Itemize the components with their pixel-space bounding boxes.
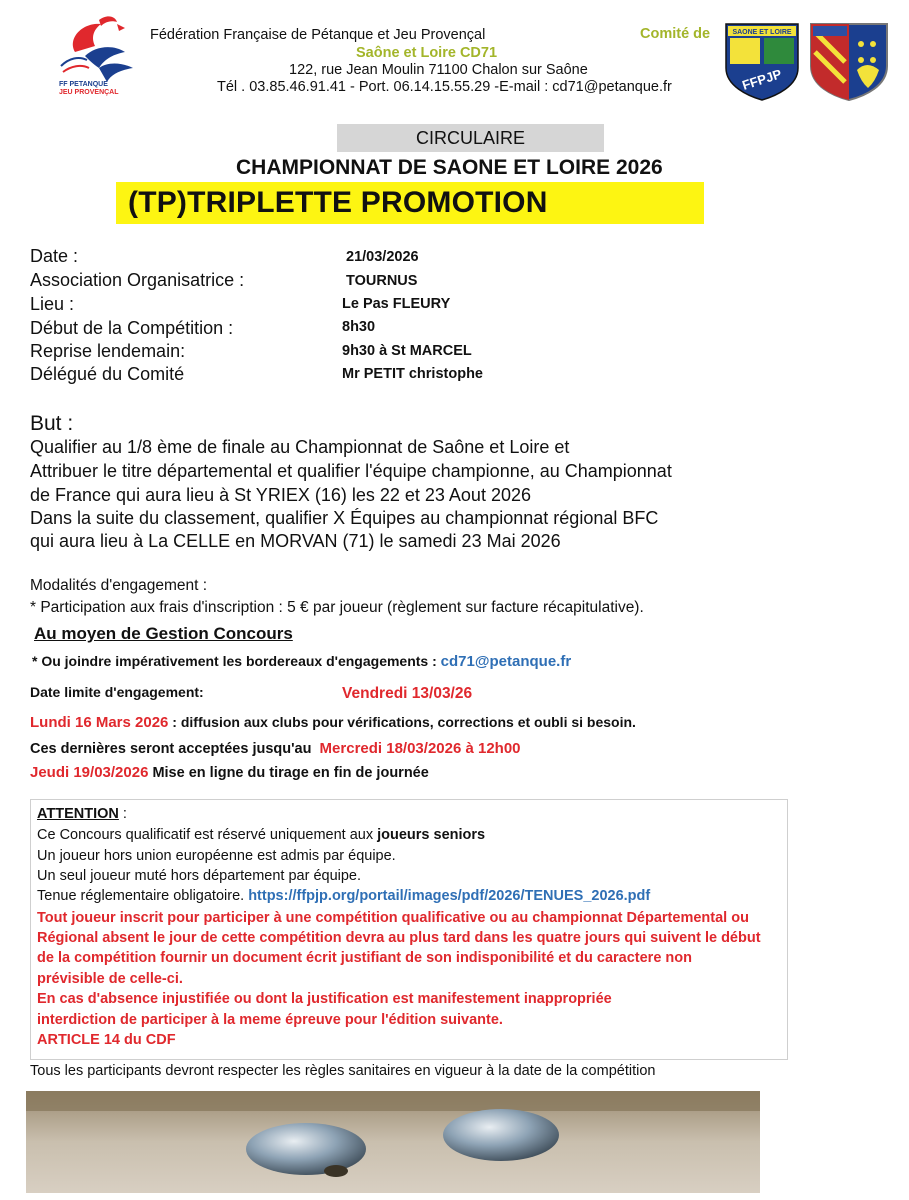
attention-colon: : — [118, 806, 127, 822]
comite-label: Comité de — [640, 26, 711, 42]
jeudi-line — [30, 764, 429, 781]
attention-red-line: Tout joueur inscrit pour participer à une compétition qualificative ou au championnat Départemental ou — [37, 910, 749, 926]
cd71-shield-logo — [724, 22, 800, 102]
engagement-email-link[interactable]: cd71@petanque.fr — [440, 653, 572, 670]
attention-red-line: Régional absent le jour de cette compétition devra au plus tard dans les quatre jours qui suivent le début — [37, 930, 761, 946]
info-value-delegue: Mr PETIT christophe — [342, 366, 483, 382]
acceptees-text: Ces dernières seront acceptées jusqu'au — [30, 741, 312, 757]
jeudi-date: Jeudi 19/03/2026 — [30, 764, 149, 781]
gestion-concours-link[interactable]: Au moyen de Gestion Concours — [34, 624, 293, 643]
championship-title: CHAMPIONNAT DE SAONE ET LOIRE 2026 — [236, 156, 663, 179]
address: 122, rue Jean Moulin 71100 Chalon sur Saône — [289, 62, 588, 78]
contact-line: Tél . 03.85.46.91.41 - Port. 06.14.15.55.29 -E-mail : cd71@petanque.fr — [217, 79, 672, 95]
joindre-line — [32, 653, 571, 670]
but-heading: But : — [30, 412, 74, 435]
modalites-colon: : — [198, 577, 208, 594]
circulaire-label: CIRCULAIRE — [415, 128, 526, 148]
attention-red-line: de la compétition fournir un document écrit justifiant de son indisponibilité et du caractere non — [37, 950, 692, 966]
acceptees-line — [30, 740, 521, 757]
but-line: Attribuer le titre départemental et qualifier l'équipe championne, au Championnat — [30, 461, 672, 481]
info-label-association: Association Organisatrice : — [30, 270, 245, 290]
federation-name: Fédération Française de Pétanque et Jeu Provençal — [150, 27, 486, 43]
lundi-text: : diffusion aux clubs pour vérifications, corrections et oubli si besoin. — [168, 714, 636, 730]
svg-text:SAONE ET LOIRE: SAONE ET LOIRE — [732, 29, 792, 36]
info-label-lieu: Lieu : — [30, 294, 75, 314]
attention-red-line: prévisible de celle-ci. — [37, 971, 183, 987]
attention-title: ATTENTION — [37, 806, 119, 822]
modalites-heading — [30, 577, 207, 595]
svg-text:JEU PROVENÇAL: JEU PROVENÇAL — [59, 89, 119, 96]
footer-note: Tous les participants devront respecter les règles sanitaires en vigueur à la date de la compétition — [30, 1063, 656, 1079]
joindre-text: * Ou joindre impérativement les bordereaux d'engagements : — [32, 653, 437, 669]
modalites-title: Modalités d'engagement — [30, 577, 199, 594]
info-label-date: Date : — [30, 246, 79, 266]
info-value-reprise: 9h30 à St MARCEL — [342, 343, 472, 359]
info-label-debut: Début de la Compétition : — [30, 318, 234, 338]
participation-text: * Participation aux frais d'inscription : 5 € par joueur (règlement sur facture récapitulative). — [30, 599, 644, 616]
info-value-debut: 8h30 — [342, 319, 376, 335]
attention-line: Un joueur hors union européenne est admis par équipe. — [37, 848, 396, 864]
attention-red-line: ARTICLE 14 du CDF — [37, 1032, 176, 1048]
date-limite-value: Vendredi 13/03/26 — [342, 685, 473, 702]
lundi-line — [30, 714, 636, 731]
attention-line — [37, 827, 485, 843]
attention-line: Un seul joueur muté hors département par équipe. — [37, 868, 362, 884]
but-line: Dans la suite du classement, qualifier X Équipes au championnat régional BFC — [30, 508, 659, 528]
but-line: Qualifier au 1/8 ème de finale au Championnat de Saône et Loire et — [30, 437, 570, 457]
but-line: de France qui aura lieu à St YRIEX (16) les 22 et 23 Aout 2026 — [30, 485, 531, 505]
attention-heading — [37, 806, 127, 822]
acceptees-date: Mercredi 18/03/2026 à 12h00 — [319, 740, 521, 757]
committee-name: Saône et Loire CD71 — [356, 45, 498, 61]
attention-red-line: En cas d'absence injustifiée ou dont la justification est manifestement inappropriée — [37, 991, 612, 1007]
attention-line — [37, 888, 650, 904]
svg-text:FF PETANQUE: FF PETANQUE — [59, 81, 108, 88]
info-value-association: TOURNUS — [346, 273, 418, 289]
jeudi-text: Mise en ligne du tirage en fin de journée — [148, 765, 429, 781]
info-value-lieu: Le Pas FLEURY — [342, 296, 451, 312]
tenue-text: Tenue réglementaire obligatoire. — [37, 888, 249, 904]
ffpjp-rooster-logo — [55, 12, 145, 100]
but-line: qui aura lieu à La CELLE en MORVAN (71) le samedi 23 Mai 2026 — [30, 531, 561, 551]
burgundy-coat-of-arms — [809, 22, 889, 102]
attention-red-line: interdiction de participer à la meme épreuve pour l'édition suivante. — [37, 1012, 503, 1028]
info-value-date: 21/03/2026 — [346, 249, 419, 265]
info-label-reprise: Reprise lendemain: — [30, 341, 186, 361]
lundi-date: Lundi 16 Mars 2026 — [30, 714, 169, 731]
svg-text:FFPJP: FFPJP — [740, 66, 784, 93]
date-limite-label: Date limite d'engagement: — [30, 684, 204, 700]
info-label-delegue: Délégué du Comité — [30, 364, 185, 384]
attention-line1-bold: joueurs seniors — [377, 827, 486, 843]
petanque-balls-photo — [26, 1091, 760, 1193]
attention-line1-text: Ce Concours qualificatif est réservé uniquement aux — [37, 827, 378, 843]
format-title: (TP)TRIPLETTE PROMOTION — [128, 186, 548, 219]
tenues-pdf-link[interactable]: https://ffpjp.org/portail/images/pdf/2026/TENUES_2026.pdf — [248, 888, 651, 904]
